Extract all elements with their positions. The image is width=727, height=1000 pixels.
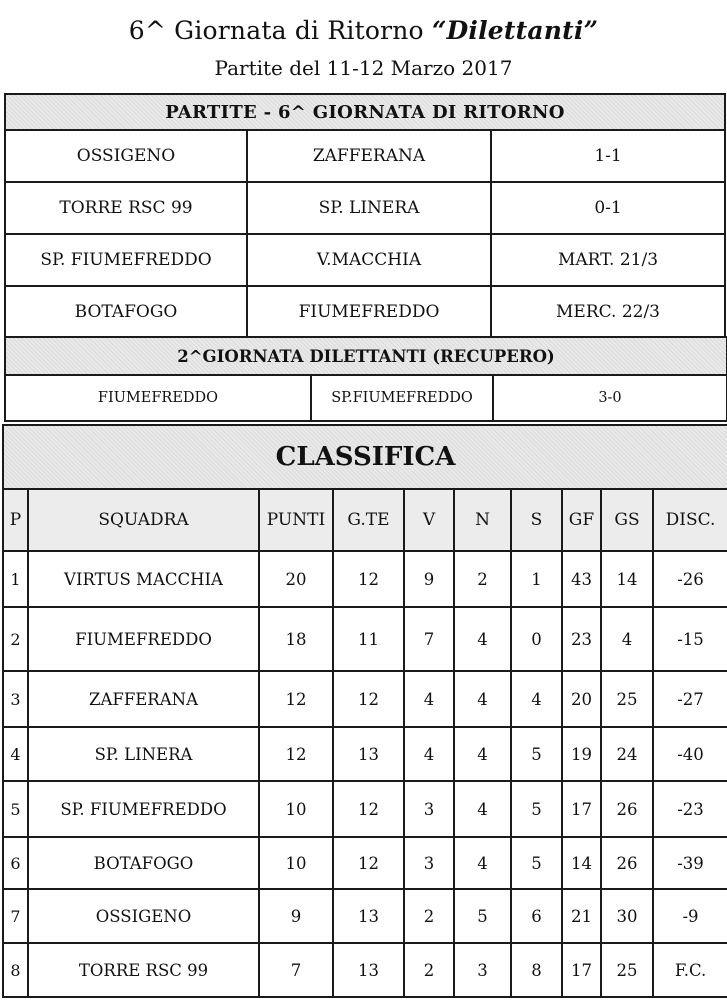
table-row xyxy=(3,727,727,781)
cell-discipline: -26 xyxy=(653,551,727,607)
cell-played: 11 xyxy=(333,607,404,671)
cell-discipline: F.C. xyxy=(653,943,727,997)
match-row xyxy=(5,182,725,234)
cell-goals-against: 24 xyxy=(601,727,653,781)
cell-played: 12 xyxy=(333,781,404,837)
cell-drawn: 4 xyxy=(454,727,511,781)
cell-lost: 5 xyxy=(511,727,562,781)
cell-lost: 8 xyxy=(511,943,562,997)
cell-lost: 5 xyxy=(511,837,562,889)
cell-goals-for: 19 xyxy=(562,727,601,781)
cell-position: 8 xyxy=(3,943,28,997)
match-away: FIUMEFREDDO xyxy=(247,286,491,338)
match-home: SP. FIUMEFREDDO xyxy=(5,234,247,286)
cell-played: 12 xyxy=(333,837,404,889)
cell-lost: 0 xyxy=(511,607,562,671)
cell-drawn: 3 xyxy=(454,943,511,997)
matches-heading: PARTITE - 6^ GIORNATA DI RITORNO xyxy=(5,94,725,130)
cell-won: 2 xyxy=(404,943,454,997)
cell-lost: 5 xyxy=(511,781,562,837)
cell-drawn: 4 xyxy=(454,837,511,889)
cell-won: 2 xyxy=(404,889,454,943)
cell-points: 12 xyxy=(259,727,333,781)
cell-goals-against: 25 xyxy=(601,671,653,727)
cell-goals-against: 26 xyxy=(601,781,653,837)
cell-discipline: -39 xyxy=(653,837,727,889)
standings-table xyxy=(2,424,727,998)
cell-position: 3 xyxy=(3,671,28,727)
col-header-v: V xyxy=(404,489,454,551)
cell-goals-against: 26 xyxy=(601,837,653,889)
cell-team: FIUMEFREDDO xyxy=(28,607,259,671)
cell-points: 10 xyxy=(259,781,333,837)
title-emphasis: “Dilettanti” xyxy=(431,16,599,45)
cell-won: 7 xyxy=(404,607,454,671)
page-title xyxy=(0,16,727,45)
cell-points: 12 xyxy=(259,671,333,727)
col-header-punti: PUNTI xyxy=(259,489,333,551)
title-prefix: 6^ Giornata di Ritorno xyxy=(128,16,432,45)
cell-discipline: -15 xyxy=(653,607,727,671)
cell-lost: 6 xyxy=(511,889,562,943)
matches-table xyxy=(4,93,726,339)
table-row xyxy=(3,889,727,943)
cell-played: 12 xyxy=(333,551,404,607)
match-away: V.MACCHIA xyxy=(247,234,491,286)
cell-goals-against: 30 xyxy=(601,889,653,943)
col-header-p: P xyxy=(3,489,28,551)
cell-drawn: 4 xyxy=(454,781,511,837)
match-row xyxy=(5,234,725,286)
cell-played: 13 xyxy=(333,727,404,781)
cell-lost: 1 xyxy=(511,551,562,607)
cell-played: 13 xyxy=(333,889,404,943)
cell-position: 1 xyxy=(3,551,28,607)
cell-won: 3 xyxy=(404,837,454,889)
cell-goals-against: 25 xyxy=(601,943,653,997)
cell-discipline: -27 xyxy=(653,671,727,727)
page-subtitle: Partite del 11-12 Marzo 2017 xyxy=(214,56,513,80)
standings-title: CLASSIFICA xyxy=(3,425,727,489)
cell-team: ZAFFERANA xyxy=(28,671,259,727)
recovery-row xyxy=(5,375,727,421)
cell-goals-for: 43 xyxy=(562,551,601,607)
table-row xyxy=(3,607,727,671)
cell-won: 4 xyxy=(404,727,454,781)
cell-position: 2 xyxy=(3,607,28,671)
match-result: MERC. 22/3 xyxy=(491,286,725,338)
table-row xyxy=(3,671,727,727)
cell-team: BOTAFOGO xyxy=(28,837,259,889)
cell-goals-for: 17 xyxy=(562,781,601,837)
table-row xyxy=(3,551,727,607)
table-row xyxy=(3,781,727,837)
cell-discipline: -9 xyxy=(653,889,727,943)
col-header-s: S xyxy=(511,489,562,551)
cell-team: TORRE RSC 99 xyxy=(28,943,259,997)
cell-goals-against: 14 xyxy=(601,551,653,607)
cell-goals-for: 21 xyxy=(562,889,601,943)
cell-team: SP. LINERA xyxy=(28,727,259,781)
match-result: 0-1 xyxy=(491,182,725,234)
cell-points: 10 xyxy=(259,837,333,889)
cell-goals-for: 23 xyxy=(562,607,601,671)
col-header-gf: GF xyxy=(562,489,601,551)
cell-position: 5 xyxy=(3,781,28,837)
table-row xyxy=(3,943,727,997)
recovery-away: SP.FIUMEFREDDO xyxy=(311,375,493,421)
cell-position: 6 xyxy=(3,837,28,889)
cell-goals-against: 4 xyxy=(601,607,653,671)
cell-team: VIRTUS MACCHIA xyxy=(28,551,259,607)
cell-discipline: -23 xyxy=(653,781,727,837)
match-result: MART. 21/3 xyxy=(491,234,725,286)
cell-played: 12 xyxy=(333,671,404,727)
cell-goals-for: 17 xyxy=(562,943,601,997)
cell-drawn: 2 xyxy=(454,551,511,607)
cell-drawn: 4 xyxy=(454,671,511,727)
cell-lost: 4 xyxy=(511,671,562,727)
cell-goals-for: 20 xyxy=(562,671,601,727)
cell-played: 13 xyxy=(333,943,404,997)
match-home: OSSIGENO xyxy=(5,130,247,182)
cell-drawn: 5 xyxy=(454,889,511,943)
cell-points: 9 xyxy=(259,889,333,943)
match-row xyxy=(5,286,725,338)
recovery-table xyxy=(4,336,727,422)
match-result: 1-1 xyxy=(491,130,725,182)
col-header-disc: DISC. xyxy=(653,489,727,551)
col-header-gs: GS xyxy=(601,489,653,551)
cell-points: 20 xyxy=(259,551,333,607)
match-away: ZAFFERANA xyxy=(247,130,491,182)
cell-discipline: -40 xyxy=(653,727,727,781)
cell-points: 7 xyxy=(259,943,333,997)
cell-won: 3 xyxy=(404,781,454,837)
match-home: BOTAFOGO xyxy=(5,286,247,338)
col-header-n: N xyxy=(454,489,511,551)
cell-won: 9 xyxy=(404,551,454,607)
match-home: TORRE RSC 99 xyxy=(5,182,247,234)
cell-team: SP. FIUMEFREDDO xyxy=(28,781,259,837)
cell-position: 4 xyxy=(3,727,28,781)
recovery-home: FIUMEFREDDO xyxy=(5,375,311,421)
cell-points: 18 xyxy=(259,607,333,671)
recovery-result: 3-0 xyxy=(493,375,727,421)
cell-drawn: 4 xyxy=(454,607,511,671)
cell-goals-for: 14 xyxy=(562,837,601,889)
cell-position: 7 xyxy=(3,889,28,943)
match-away: SP. LINERA xyxy=(247,182,491,234)
table-row xyxy=(3,837,727,889)
standings-header-row xyxy=(3,489,727,551)
col-header-squadra: SQUADRA xyxy=(28,489,259,551)
col-header-gte: G.TE xyxy=(333,489,404,551)
cell-won: 4 xyxy=(404,671,454,727)
match-row xyxy=(5,130,725,182)
cell-team: OSSIGENO xyxy=(28,889,259,943)
recovery-heading: 2^GIORNATA DILETTANTI (RECUPERO) xyxy=(5,337,727,375)
